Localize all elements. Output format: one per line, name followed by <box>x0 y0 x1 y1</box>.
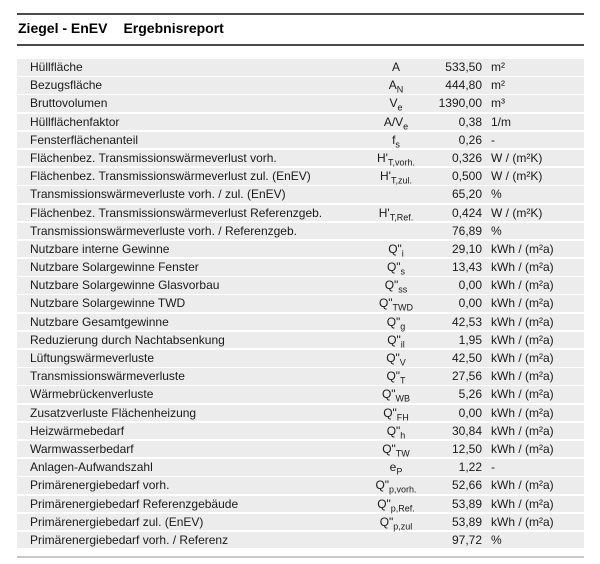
symbol-subscript: TW <box>395 448 410 459</box>
symbol-subscript: p,Ref. <box>390 502 415 513</box>
row-symbol <box>361 405 431 422</box>
symbol-subscript: FH <box>396 411 409 422</box>
row-unit: kWh / (m²a) <box>491 369 554 384</box>
doc-title: Ziegel - EnEV <box>18 20 108 36</box>
row-symbol <box>361 423 431 440</box>
row-unit: kWh / (m²a) <box>491 278 554 293</box>
row-symbol <box>361 77 431 94</box>
row-label: Primärenergiebedarf vorh. <box>30 478 170 493</box>
report-title: Ergebnisreport <box>123 20 224 36</box>
symbol-base: Q" <box>383 405 397 420</box>
row-unit: - <box>491 460 495 475</box>
results-table <box>17 59 584 550</box>
symbol-subscript: ss <box>398 284 408 295</box>
row-label: Primärenergiebedarf Referenzgebäude <box>30 496 239 511</box>
row-value: 444,80 <box>445 78 482 93</box>
bottom-rule <box>17 556 584 558</box>
row-unit: m² <box>491 60 505 74</box>
row-unit: W / (m²K) <box>491 169 543 184</box>
row-label: Bruttovolumen <box>30 96 108 111</box>
symbol-base: H' <box>378 205 390 220</box>
row-symbol <box>361 386 431 403</box>
row-unit: kWh / (m²a) <box>491 478 554 493</box>
row-value: 42,50 <box>451 351 482 365</box>
row-symbol <box>361 332 431 349</box>
table-row <box>17 95 584 112</box>
row-value: 1,95 <box>458 332 482 347</box>
row-symbol <box>361 441 431 458</box>
symbol-subscript: g <box>400 321 406 332</box>
row-unit: % <box>491 532 502 547</box>
row-symbol <box>361 350 431 367</box>
row-label: Anlagen-Aufwandszahl <box>30 460 153 475</box>
row-symbol <box>361 295 431 312</box>
row-label: Lüftungswärmeverluste <box>30 351 155 365</box>
symbol-base: V <box>389 96 398 111</box>
row-value: 42,53 <box>451 314 482 329</box>
row-label: Fensterflächenanteil <box>30 132 139 147</box>
row-label: Nutzbare interne Gewinne <box>30 241 170 256</box>
row-unit: kWh / (m²a) <box>491 496 554 511</box>
symbol-subscript: V <box>399 357 406 368</box>
row-symbol <box>361 314 431 331</box>
symbol-base: Q" <box>378 296 393 311</box>
row-unit: kWh / (m²a) <box>491 260 554 275</box>
symbol-subscript: s <box>395 139 400 150</box>
row-value: 0,00 <box>458 296 482 311</box>
row-value: 533,50 <box>445 60 482 74</box>
row-symbol <box>361 477 431 494</box>
table-row <box>17 514 584 531</box>
table-row <box>17 477 584 494</box>
symbol-base: Q" <box>387 332 401 347</box>
row-unit: - <box>491 132 495 147</box>
table-row <box>17 277 584 294</box>
row-value: 27,56 <box>451 369 482 384</box>
row-label: Hüllfläche <box>30 60 83 74</box>
row-label: Transmissionswärmeverluste <box>30 369 185 384</box>
row-unit: kWh / (m²a) <box>491 441 554 456</box>
row-symbol <box>361 277 431 294</box>
row-label: Transmissionswärmeverluste vorh. / zul. (EnEV) <box>30 187 286 202</box>
row-label: Wärmebrückenverluste <box>30 387 154 402</box>
row-unit: W / (m²K) <box>491 150 543 165</box>
row-symbol <box>361 114 431 131</box>
row-symbol <box>361 132 431 149</box>
row-unit: W / (m²K) <box>491 205 543 220</box>
symbol-base: e <box>389 460 397 475</box>
symbol-subscript: h <box>400 430 406 441</box>
table-row <box>17 314 584 331</box>
symbol-base: H' <box>380 169 391 184</box>
table-row <box>17 441 584 458</box>
row-label: Nutzbare Gesamtgewinne <box>30 314 169 329</box>
row-unit: % <box>491 223 502 238</box>
symbol-subscript: N <box>396 84 404 95</box>
row-label: Flächenbez. Transmissionswärmeverlust vorh. <box>30 150 277 165</box>
row-unit: kWh / (m²a) <box>491 514 554 529</box>
symbol-subscript: T,Ref. <box>389 211 414 222</box>
symbol-subscript: T,zul. <box>390 175 412 186</box>
symbol-subscript: TWD <box>392 302 414 313</box>
symbol-base: f <box>392 132 396 147</box>
row-unit: kWh / (m²a) <box>491 296 554 311</box>
row-label: Zusatzverluste Flächenheizung <box>30 405 197 420</box>
row-value: 53,89 <box>451 514 482 529</box>
table-row <box>17 332 584 349</box>
row-label: Nutzbare Solargewinne TWD <box>30 296 186 311</box>
table-row <box>17 386 584 403</box>
symbol-base: Q" <box>377 496 391 511</box>
symbol-base: Q" <box>386 314 401 329</box>
row-label: Hüllflächenfaktor <box>30 114 120 129</box>
row-value: 1390,00 <box>438 96 482 111</box>
row-label: Flächenbez. Transmissionswärmeverlust zul. (EnEV) <box>30 169 311 184</box>
symbol-base: Q" <box>379 514 394 529</box>
table-row <box>17 405 584 422</box>
table-row <box>17 496 584 513</box>
row-symbol <box>361 496 431 513</box>
table-row <box>17 223 584 240</box>
symbol-subscript: e <box>397 102 403 113</box>
row-label: Flächenbez. Transmissionswärmeverlust Referenzgeb. <box>30 205 323 220</box>
table-row <box>17 259 584 276</box>
row-symbol <box>361 168 431 185</box>
row-unit: kWh / (m²a) <box>491 241 554 256</box>
row-unit: kWh / (m²a) <box>491 423 554 438</box>
table-row <box>17 150 584 167</box>
row-value: 53,89 <box>451 496 482 511</box>
row-symbol <box>361 368 431 385</box>
row-label: Warmwasserbedarf <box>30 441 134 456</box>
symbol-base: A <box>391 60 400 74</box>
symbol-base: Q" <box>381 387 396 402</box>
row-value: 0,326 <box>451 150 482 165</box>
row-value: 0,424 <box>451 205 482 220</box>
table-row <box>17 295 584 312</box>
symbol-subscript: P <box>396 466 403 477</box>
row-unit: kWh / (m²a) <box>491 332 554 347</box>
table-row <box>17 350 584 367</box>
symbol-subscript: il <box>400 339 405 350</box>
symbol-base: Q" <box>386 351 400 365</box>
row-value: 1,22 <box>458 460 482 475</box>
row-value: 0,38 <box>458 114 482 129</box>
symbol-base: Q" <box>386 260 401 275</box>
table-row <box>17 132 584 149</box>
row-symbol <box>361 205 431 222</box>
row-symbol <box>361 150 431 167</box>
row-symbol <box>361 59 431 76</box>
table-row <box>17 459 584 476</box>
row-label: Transmissionswärmeverluste vorh. / Referenzgeb. <box>30 223 297 238</box>
row-label: Primärenergiebedarf vorh. / Referenz <box>30 532 229 547</box>
row-value: 5,26 <box>458 387 482 402</box>
row-value: 29,10 <box>451 241 482 256</box>
row-value: 0,00 <box>458 405 482 420</box>
symbol-base: A/V <box>383 114 404 129</box>
row-symbol <box>361 514 431 531</box>
row-unit: 1/m <box>491 114 512 129</box>
table-row <box>17 532 584 549</box>
symbol-base: Q" <box>375 478 390 493</box>
row-value: 12,50 <box>451 441 482 456</box>
row-unit: % <box>491 187 502 202</box>
symbol-subscript: T,vorh. <box>387 157 415 168</box>
symbol-subscript: i <box>401 248 404 259</box>
row-symbol <box>361 259 431 276</box>
row-unit: m² <box>491 78 505 93</box>
row-value: 76,89 <box>451 223 482 238</box>
row-label: Heizwärmebedarf <box>30 423 125 438</box>
row-value: 65,20 <box>451 187 482 202</box>
table-row <box>17 368 584 385</box>
page-title <box>18 20 224 36</box>
row-unit: kWh / (m²a) <box>491 405 554 420</box>
symbol-base: Q" <box>382 441 396 456</box>
row-unit: kWh / (m²a) <box>491 387 554 402</box>
table-row <box>17 59 584 76</box>
row-label: Nutzbare Solargewinne Glasvorbau <box>30 278 220 293</box>
symbol-subscript: T <box>400 375 406 386</box>
symbol-base: Q" <box>384 278 399 293</box>
top-rule <box>17 13 584 15</box>
row-symbol <box>361 241 431 258</box>
symbol-subscript: s <box>400 266 406 277</box>
symbol-base: Q" <box>386 369 401 384</box>
symbol-base: H' <box>377 150 388 165</box>
symbol-subscript: WB <box>395 393 411 404</box>
symbol-base: A <box>388 78 397 93</box>
row-value: 13,43 <box>451 260 482 275</box>
row-value: 0,00 <box>458 278 482 293</box>
table-row <box>17 114 584 131</box>
row-symbol <box>361 95 431 112</box>
symbol-subscript: p,zul <box>393 521 413 532</box>
row-unit: kWh / (m²a) <box>491 314 554 329</box>
row-label: Bezugsfläche <box>30 78 103 93</box>
row-value: 0,26 <box>458 132 482 147</box>
table-row <box>17 205 584 222</box>
row-value: 0,500 <box>451 169 482 184</box>
table-row <box>17 168 584 185</box>
symbol-base: Q" <box>388 241 402 256</box>
table-row <box>17 241 584 258</box>
symbol-subscript: e <box>403 120 409 131</box>
symbol-base: Q" <box>386 423 401 438</box>
row-value: 97,72 <box>451 532 482 547</box>
table-row <box>17 186 584 203</box>
row-symbol <box>361 459 431 476</box>
row-unit: m³ <box>491 96 505 111</box>
row-value: 30,84 <box>451 423 482 438</box>
row-label: Primärenergiebedarf zul. (EnEV) <box>30 514 204 529</box>
table-row <box>17 77 584 94</box>
symbol-subscript: p,vorh. <box>389 484 417 495</box>
row-label: Nutzbare Solargewinne Fenster <box>30 260 199 275</box>
row-unit: kWh / (m²a) <box>491 351 554 365</box>
row-label: Reduzierung durch Nachtabsenkung <box>30 332 225 347</box>
title-rule <box>17 44 584 46</box>
row-value: 52,66 <box>451 478 482 493</box>
table-row <box>17 423 584 440</box>
